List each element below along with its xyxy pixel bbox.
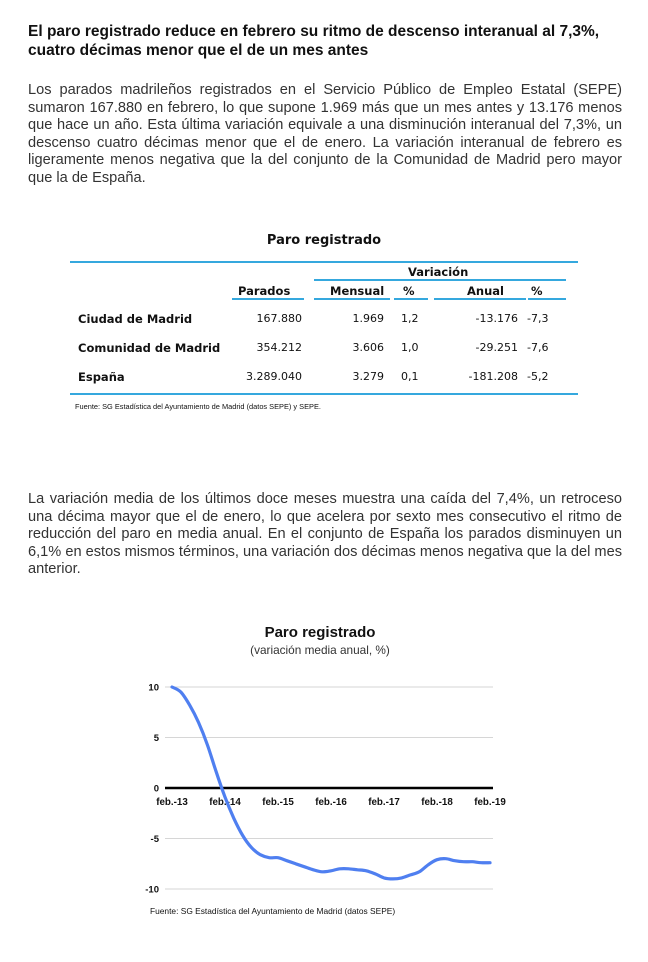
col-anual: Anual [467,284,504,298]
row-value: 1,0 [401,341,419,354]
chart-source: Fuente: SG Estadística del Ayuntamiento de Madrid (datos SEPE) [150,906,396,916]
row-value: -5,2 [527,370,549,383]
table-title: Paro registrado [266,233,382,248]
row-value: -13.176 [475,312,518,325]
row-value: 3.279 [352,370,384,383]
chart-subtitle: (variación media anual, %) [250,643,390,657]
paragraph-1: Los parados madrileños registrados en el Servicio Público de Empleo Estatal (SEPE) sumaron 167.880 en febrero, lo que supone 1.969 más que un mes antes y 13.176 menos que hace un año. Esta última variación equivale a una disminución interanual del 7,3%, un descenso cuatro décimas menor que el de enero. La variación interanual de febrero es ligeramente menos negativa que la del conjunto de la Comunidad de Madrid pero mayor que la de España. [28,82,622,186]
y-tick-label: 10 [148,682,159,694]
y-tick-label: -5 [150,834,159,845]
x-tick-label: feb.-13 [156,797,188,808]
chart-title: Paro registrado [264,624,376,641]
x-tick-label: feb.-18 [421,797,453,808]
row-value: 0,1 [401,370,419,383]
row-value: 354.212 [256,341,302,354]
row-label: Comunidad de Madrid [78,341,221,355]
variation-group-header: Variación [408,265,469,279]
row-value: 3.606 [352,341,384,354]
row-value: 167.880 [256,312,302,325]
table-source: Fuente: SG Estadística del Ayuntamiento de Madrid (datos SEPE) y SEPE. [75,402,321,411]
y-tick-label: 0 [153,783,159,795]
col-mensual: Mensual [330,284,385,298]
y-tick-label: 5 [153,733,159,744]
x-tick-label: feb.-14 [209,797,241,808]
row-label: España [78,370,125,384]
x-tick-label: feb.-19 [474,797,506,808]
col-mensual-pct: % [403,284,415,298]
x-tick-label: feb.-17 [368,797,400,808]
paragraph-2: La variación media de los últimos doce meses muestra una caída del 7,4%, un retroceso una décima mayor que el de enero, lo que acelera por sexto mes consecutivo el ritmo de reducción del paro en media anual. En el conjunto de España los parados disminuyen un 6,1% en estos mismos términos, una variación dos décimas menos negativa que la del mes anterior. [28,491,622,578]
col-anual-pct: % [531,284,543,298]
row-value: -181.208 [468,370,518,383]
row-label: Ciudad de Madrid [78,312,193,326]
row-value: 1.969 [352,312,384,325]
x-tick-label: feb.-15 [262,797,294,808]
col-parados: Parados [238,284,291,298]
y-tick-label: -10 [145,884,159,896]
row-value: 1,2 [401,312,419,325]
row-value: -29.251 [475,341,518,354]
series-line [172,687,490,879]
row-value: 3.289.040 [246,370,302,383]
x-tick-label: feb.-16 [315,797,347,808]
row-value: -7,6 [527,341,549,354]
row-value: -7,3 [527,312,549,325]
article-title: El paro registrado reduce en febrero su ritmo de descenso interanual al 7,3%, cuatro décimas menor que el de un mes antes [28,23,600,59]
